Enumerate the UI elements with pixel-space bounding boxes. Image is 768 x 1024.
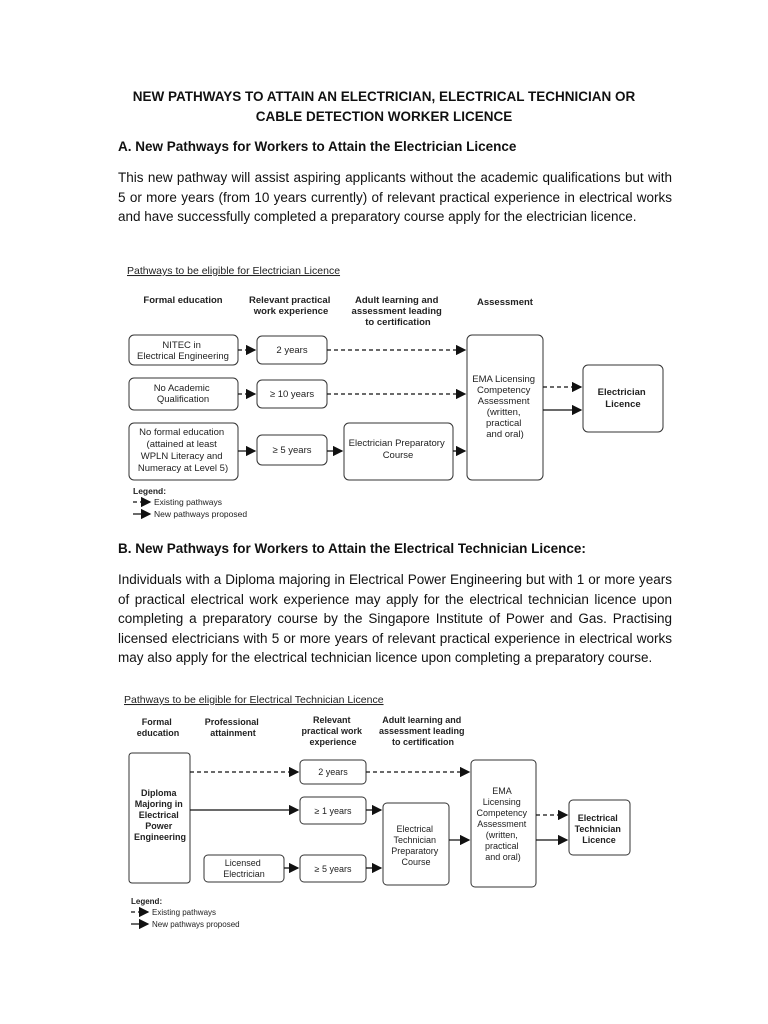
label-electrician-prep-course: Electrician Preparatory Course — [348, 438, 445, 461]
diagram-a-title: Pathways to be eligible for Electrician Licence — [127, 265, 341, 277]
diagram-b-title: Pathways to be eligible for Electrical Technician Licence — [124, 694, 384, 706]
electrical-technician-pathways-diagram — [0, 685, 768, 937]
col-formal-education: Formal education — [143, 295, 223, 306]
label-diploma: Diploma Majoring in Electrical Power Engineering — [133, 788, 187, 842]
label-5-years: ≥ 5 years — [272, 445, 312, 456]
section-b-heading: B. New Pathways for Workers to Attain the Electrical Technician Licence: — [118, 541, 586, 556]
col-adult-learning-b: Adult learning and assessment leading to certification — [378, 715, 465, 747]
legend-a-existing: Existing pathways — [154, 497, 223, 507]
label-ema-assessment-b: EMA Licensing Competency Assessment (written, practical and oral) — [476, 786, 528, 862]
col-professional-attainment: Professional attainment — [204, 717, 259, 738]
document-title — [100, 87, 668, 127]
label-technician-prep-course: Electrical Technician Preparatory Course — [391, 824, 439, 867]
label-electrician-licence: Electrician Licence — [597, 387, 646, 410]
label-10-years: ≥ 10 years — [269, 389, 315, 400]
section-a-paragraph: This new pathway will assist aspiring applicants without the academic qualifications but with 5 or more years (from 10 years currently) of relevant practical experience in electrical works and have successfully completed a preparatory course apply for the electrician licence. — [118, 170, 672, 224]
label-1-years: ≥ 1 years — [314, 806, 352, 816]
label-no-academic: No Academic Qualification — [153, 383, 210, 405]
label-licensed-electrician: Licensed Electrician — [223, 858, 265, 879]
legend-a-title: Legend: — [133, 486, 167, 496]
legend-b-new: New pathways proposed — [152, 920, 240, 929]
title-line-1: NEW PATHWAYS TO ATTAIN AN ELECTRICIAN, ELECTRICAL TECHNICIAN OR — [132, 89, 636, 104]
label-2-years: 2 years — [276, 345, 308, 356]
section-a-heading: A. New Pathways for Workers to Attain the Electrician Licence — [118, 139, 517, 154]
section-b-paragraph: Individuals with a Diploma majoring in Electrical Power Engineering but with 1 or more years of practical electrical work experience may apply for the electrical technician licence upon completing a preparatory course by the Singapore Institute of Power and Gas. Practising licensed electricians with 5 or more years of relevant practical experience in electrical works may also apply for the electrical technician licence upon completing a preparatory course. — [118, 572, 672, 665]
label-nitec: NITEC in Electrical Engineering — [137, 340, 229, 362]
label-ema-assessment: EMA Licensing Competency Assessment (written, practical and oral) — [472, 374, 536, 440]
legend-b-title: Legend: — [131, 897, 163, 906]
legend-a-new: New pathways proposed — [154, 509, 248, 519]
label-no-formal: No formal education (attained at least WPLN Literacy and Numeracy at Level 5) — [137, 427, 229, 474]
col-relevant-experience: Relevant practical work experience — [249, 295, 331, 317]
title-line-2: CABLE DETECTION WORKER LICENCE — [255, 109, 513, 124]
label-technician-licence: Electrical Technician Licence — [574, 813, 621, 845]
col-adult-learning: Adult learning and assessment leading to certification — [351, 295, 442, 328]
label-2-years-b: 2 years — [318, 767, 348, 777]
col-assessment: Assessment — [477, 297, 533, 308]
label-5-years-b: ≥ 5 years — [314, 864, 352, 874]
legend-b-existing: Existing pathways — [152, 908, 217, 917]
col-relevant-experience-b: Relevant practical work experience — [301, 715, 363, 747]
electrician-pathways-diagram — [0, 255, 768, 527]
col-formal-education-b: Formal education — [136, 717, 180, 738]
